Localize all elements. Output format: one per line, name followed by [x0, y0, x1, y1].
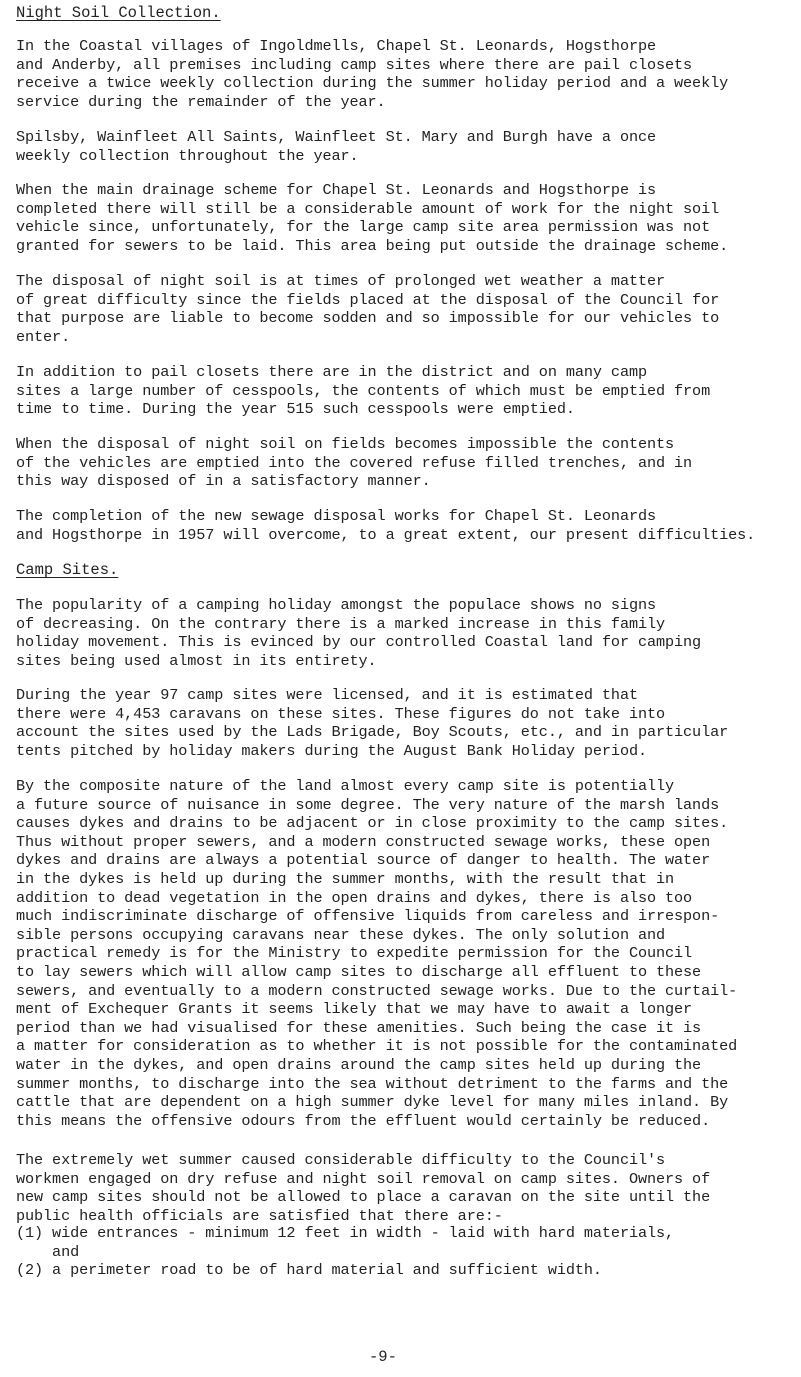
paragraph-spilsby-collection: Spilsby, Wainfleet All Saints, Wainfleet St. Mary and Burgh have a once weekly collection throughout the year.: [16, 128, 656, 165]
paragraph-camp-site-licences: During the year 97 camp sites were licensed, and it is estimated that there were 4,453 caravans on these sites. These figures do not take into account the sites used by the Lads Brigade, Boy Scouts, etc., and in particular tents pitched by holiday makers during the August Bank Holiday period.: [16, 686, 729, 760]
paragraph-wet-summer: The extremely wet summer caused considerable difficulty to the Council's workmen engaged on dry refuse and night soil removal on camp sites. Owners of new camp sites should not be allowed to place a caravan on the site until the public health officials are satisfied that there are:-: [16, 1151, 711, 1225]
heading-night-soil-collection: Night Soil Collection.: [16, 4, 221, 22]
paragraph-main-drainage-scheme: When the main drainage scheme for Chapel St. Leonards and Hogsthorpe is completed there will still be a considerable amount of work for the night soil vehicle since, unfortunately, for the large camp site area permission was not granted for sewers to be laid. This area being put outside the drainage scheme.: [16, 181, 729, 255]
paragraph-night-soil-disposal: The disposal of night soil is at times of prolonged wet weather a matter of great difficulty since the fields placed at the disposal of the Council for that purpose are liable to become sodden and so impossible for our vehicles to enter.: [16, 272, 720, 346]
paragraph-cesspools: In addition to pail closets there are in the district and on many camp sites a large number of cesspools, the contents of which must be emptied from time to time. During the year 515 such cesspools were emptied.: [16, 363, 711, 419]
paragraph-coastal-villages: In the Coastal villages of Ingoldmells, Chapel St. Leonards, Hogsthorpe and Anderby, all premises including camp sites where there are pail closets receive a twice weekly collection during the summer holiday period and a weekly service during the remainder of the year.: [16, 37, 729, 111]
list-item-perimeter-road: (2) a perimeter road to be of hard material and sufficient width.: [16, 1261, 602, 1279]
list-item-wide-entrances: (1) wide entrances - minimum 12 feet in width - laid with hard materials, and: [16, 1224, 675, 1261]
heading-camp-sites: Camp Sites.: [16, 561, 119, 579]
paragraph-refuse-trenches: When the disposal of night soil on fields becomes impossible the contents of the vehicles are emptied into the covered refuse filled trenches, and in this way disposed of in a satisfactory manner.: [16, 435, 693, 491]
paragraph-camping-popularity: The popularity of a camping holiday amongst the populace shows no signs of decreasing. On the contrary there is a marked increase in this family holiday movement. This is evinced by our controlled Coastal land for camping sites being used almost in its entirety.: [16, 596, 702, 670]
paragraph-nuisance-dykes: By the composite nature of the land almost every camp site is potentially a future source of nuisance in some degree. The very nature of the marsh lands causes dykes and drains to be adjacent or in close proximity to the camp sites. Thus without proper sewers, and a modern constructed sewage works, these open dykes and drains are always a potential source of danger to health. The water in the dykes is held up during the summer months, with the result that in addition to dead vegetation in the open drains and dykes, there is also too much indiscriminate discharge of offensive liquids from careless and irrespon- sible persons occupying caravans near these dykes. The only solution and practical remedy is for the Ministry to expedite permission for the Council to lay sewers which will allow camp sites to discharge all effluent to these sewers, and eventually to a modern constructed sewage works. Due to the curtail- ment of Exchequer Grants it seems likely that we may have to await a longer period than we had visualised for these amenities. Such being the case it is a matter for consideration as to whether it is not possible for the contaminated water in the dykes, and open drains around the camp sites held up during the summer months, to discharge into the sea without detriment to the farms and the cattle that are dependent on a high summer dyke level for many miles inland. By this means the offensive odours from the effluent would certainly be reduced.: [16, 777, 738, 1130]
paragraph-sewage-works-completion: The completion of the new sewage disposal works for Chapel St. Leonards and Hogsthorpe in 1957 will overcome, to a great extent, our present difficulties.: [16, 507, 756, 544]
page-number: -9-: [369, 1348, 397, 1366]
